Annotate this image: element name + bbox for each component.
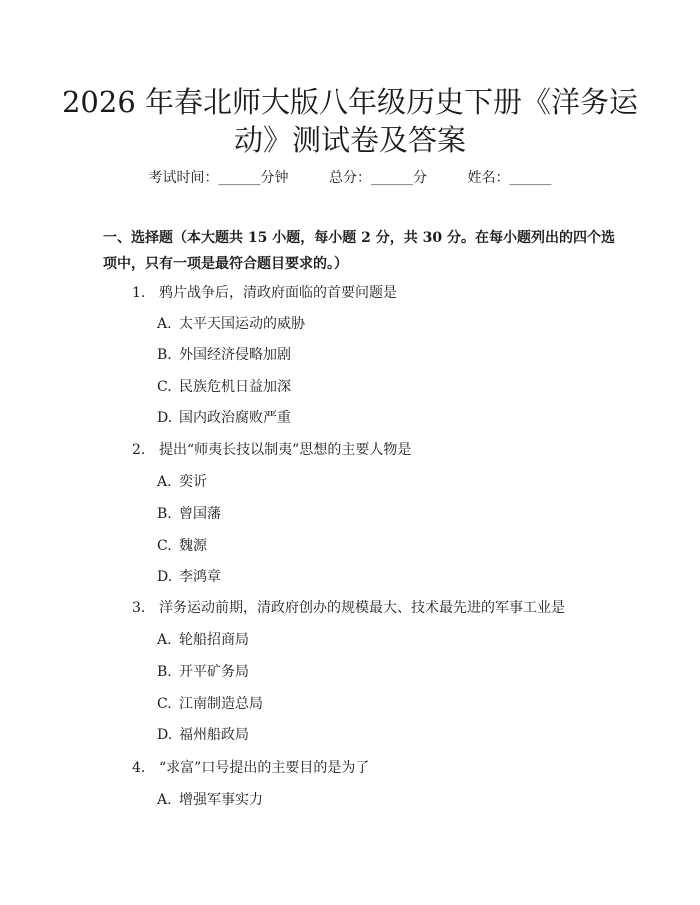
question-text: 提出“师夷长技以制夷”思想的主要人物是	[159, 442, 412, 458]
option-text: 江南制造总局	[179, 696, 263, 712]
answer-option	[157, 790, 263, 810]
option-text: 奕䜣	[179, 474, 207, 490]
option-text: 国内政治腐败严重	[179, 410, 291, 426]
question-number: 3.	[132, 600, 146, 616]
option-letter: B.	[157, 506, 172, 522]
option-letter: C.	[157, 538, 172, 554]
exam-time-field: 考试时间：______分钟	[148, 170, 289, 186]
answer-option	[157, 345, 291, 365]
question-text: 洋务运动前期，清政府创办的规模最大、技术最先进的军事工业是	[159, 600, 565, 616]
option-text: 民族危机日益加深	[179, 379, 291, 395]
answer-option	[157, 472, 207, 492]
option-letter: B.	[157, 347, 172, 363]
exam-info-row	[0, 168, 700, 188]
question-stem	[132, 598, 565, 618]
question-number: 4.	[132, 760, 146, 776]
section-heading-line-1: 一、选择题（本大题共 15 小题，每小题 2 分，共 30 分。在每小题列出的四个选	[103, 230, 615, 246]
answer-option	[157, 567, 221, 587]
option-letter: D.	[157, 410, 173, 426]
page-title-line-2: 动》测试卷及答案	[233, 123, 466, 157]
option-text: 外国经济侵略加剧	[179, 347, 291, 363]
question-number: 2.	[132, 442, 146, 458]
answer-option	[157, 662, 249, 682]
student-name-field: 姓名：______	[467, 170, 552, 186]
question-number: 1.	[132, 285, 146, 301]
answer-option	[157, 725, 249, 745]
question-text: “求富”口号提出的主要目的是为了	[159, 760, 370, 776]
answer-option	[157, 694, 263, 714]
answer-option	[157, 314, 305, 334]
answer-option	[157, 504, 221, 524]
question-stem	[132, 758, 369, 778]
answer-option	[157, 377, 291, 397]
option-text: 福州船政局	[179, 727, 249, 743]
option-text: 魏源	[179, 538, 207, 554]
option-letter: A.	[157, 316, 172, 332]
question-stem	[132, 440, 411, 460]
option-letter: A.	[157, 632, 172, 648]
option-letter: D.	[157, 727, 173, 743]
question-stem	[132, 283, 397, 303]
option-letter: B.	[157, 664, 172, 680]
option-letter: C.	[157, 696, 172, 712]
option-text: 增强军事实力	[179, 792, 263, 808]
answer-option	[157, 630, 249, 650]
page-title-line-1: 2026 年春北师大版八年级历史下册《洋务运	[61, 85, 639, 119]
total-score-field: 总分：______分	[329, 170, 427, 186]
option-text: 开平矿务局	[179, 664, 249, 680]
answer-option	[157, 408, 291, 428]
option-letter: C.	[157, 379, 172, 395]
option-letter: D.	[157, 569, 173, 585]
option-text: 太平天国运动的威胁	[179, 316, 305, 332]
option-text: 轮船招商局	[179, 632, 249, 648]
answer-option	[157, 536, 207, 556]
option-text: 曾国藩	[179, 506, 221, 522]
option-letter: A.	[157, 474, 172, 490]
option-letter: A.	[157, 792, 172, 808]
question-text: 鸦片战争后，清政府面临的首要问题是	[159, 285, 397, 301]
section-heading-line-2: 项中，只有一项是最符合题目要求的。）	[103, 256, 348, 272]
option-text: 李鸿章	[179, 569, 221, 585]
